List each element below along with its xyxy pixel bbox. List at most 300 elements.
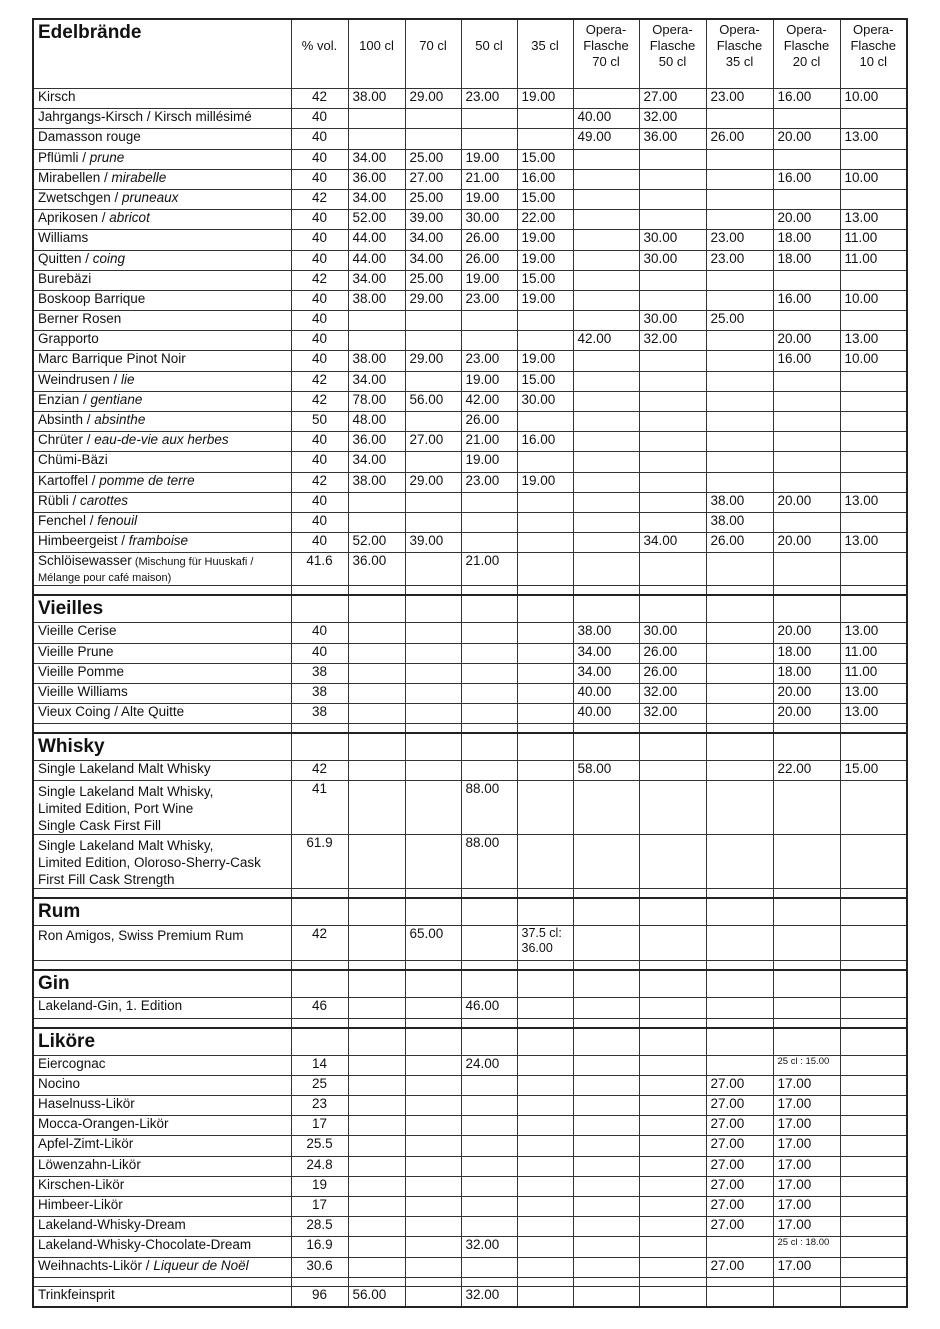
spacer-cell [405,889,461,899]
spacer-cell [573,586,639,596]
product-name-french: framboise [128,533,189,549]
abv-cell: 40 [291,432,348,452]
price-cell [706,472,773,492]
abv-cell: 40 [291,311,348,331]
price-cell [405,1055,461,1075]
price-cell [517,781,573,835]
price-cell [773,452,840,472]
price-cell [706,270,773,290]
price-cell [773,781,840,835]
section-title: Vieilles [33,595,291,623]
price-cell: 40.00 [573,683,639,703]
price-cell: 16.00 [517,432,573,452]
price-cell [348,835,405,889]
price-cell: 13.00 [840,704,907,724]
price-cell [405,553,461,586]
column-header: Opera- Flasche 20 cl [773,19,840,89]
product-name: Chrüter / eau-de-vie aux herbes [33,432,291,452]
price-cell: 19.00 [517,351,573,371]
price-cell: 23.00 [461,472,517,492]
price-cell [573,1217,639,1237]
product-name: Vieille Pomme [33,663,291,683]
price-cell [706,290,773,310]
product-row [33,1257,907,1277]
product-name: Burebäzi [33,270,291,290]
price-cell: 13.00 [840,210,907,230]
abv-cell: 40 [291,351,348,371]
spacer-cell [573,724,639,734]
product-name-french: fenouil [97,512,138,528]
price-cell [405,1286,461,1307]
price-cell: 49.00 [573,129,639,149]
spacer-cell [840,889,907,899]
price-cell [573,998,639,1018]
product-name: Lakeland-Gin, 1. Edition [33,998,291,1018]
empty-cell [840,595,907,623]
product-name: Chümi-Bäzi [33,452,291,472]
price-cell: 18.00 [773,230,840,250]
spacer-cell [517,724,573,734]
price-cell [573,926,639,961]
abv-cell: 42 [291,270,348,290]
price-cell: 32.00 [461,1237,517,1257]
price-cell: 26.00 [706,533,773,553]
price-cell: 42.00 [461,391,517,411]
price-cell [639,149,706,169]
price-cell [405,781,461,835]
product-name: Damasson rouge [33,129,291,149]
price-cell: 56.00 [348,1286,405,1307]
price-cell: 44.00 [348,230,405,250]
abv-cell: 38 [291,683,348,703]
empty-cell [639,595,706,623]
price-cell [639,998,706,1018]
price-cell [706,1286,773,1307]
product-name-french: pomme de terre [99,472,195,488]
column-header: Opera- Flasche 10 cl [840,19,907,89]
abv-cell: 42 [291,472,348,492]
product-name: Absinth / absinthe [33,412,291,432]
price-cell: 36.00 [348,432,405,452]
column-header: Opera- Flasche 50 cl [639,19,706,89]
price-cell: 10.00 [840,290,907,310]
price-cell [840,1136,907,1156]
price-cell [461,492,517,512]
price-cell [639,371,706,391]
spacer-cell [773,1277,840,1286]
price-cell: 17.00 [773,1176,840,1196]
price-cell [461,1257,517,1277]
spacer-cell [773,586,840,596]
price-cell [639,835,706,889]
price-cell: 38.00 [348,351,405,371]
empty-cell [573,733,639,761]
price-cell [573,1055,639,1075]
price-cell: 16.00 [773,351,840,371]
spacer-cell [291,961,348,971]
price-cell [706,926,773,961]
price-cell: 23.00 [706,250,773,270]
price-cell [639,1217,706,1237]
price-cell [773,512,840,532]
column-header: 100 cl [348,19,405,89]
price-cell: 16.00 [517,169,573,189]
price-cell: 27.00 [405,169,461,189]
price-cell [639,391,706,411]
product-row [33,643,907,663]
price-cell [706,210,773,230]
price-cell [639,1196,706,1216]
price-cell [573,492,639,512]
abv-cell: 38 [291,663,348,683]
price-cell [517,1176,573,1196]
price-cell: 32.00 [639,683,706,703]
price-cell [639,1136,706,1156]
price-cell: 21.00 [461,553,517,586]
price-cell [840,1055,907,1075]
product-row [33,311,907,331]
price-cell [405,1096,461,1116]
price-cell [405,1075,461,1095]
column-header: Opera- Flasche 70 cl [573,19,639,89]
product-row [33,998,907,1018]
spacer-cell [33,1277,291,1286]
price-cell: 19.00 [517,89,573,109]
spacer-cell [348,724,405,734]
product-row [33,371,907,391]
abv-cell: 40 [291,512,348,532]
spacer-cell [573,1277,639,1286]
price-cell [461,683,517,703]
spacer-cell [706,1277,773,1286]
product-row [33,412,907,432]
empty-cell [517,733,573,761]
price-cell: 19.00 [517,290,573,310]
price-cell [573,452,639,472]
price-cell [639,1257,706,1277]
price-cell: 18.00 [773,643,840,663]
product-name: Single Lakeland Malt Whisky, Limited Edition, Oloroso-Sherry-Cask First Fill Cask Strength [33,835,291,889]
price-cell [348,781,405,835]
price-cell [517,1075,573,1095]
price-cell [840,371,907,391]
price-cell [405,1156,461,1176]
spacer-cell [639,961,706,971]
spacer-cell [33,586,291,596]
price-cell [639,553,706,586]
spacer-cell [348,1277,405,1286]
price-cell [840,1257,907,1277]
spacer-cell [639,586,706,596]
price-cell [773,553,840,586]
price-cell [517,998,573,1018]
section-title: Liköre [33,1028,291,1056]
product-name-french: lie [121,371,135,387]
price-cell: 88.00 [461,781,517,835]
price-cell: 20.00 [773,129,840,149]
price-cell [639,1156,706,1176]
product-row [33,1237,907,1257]
price-cell: 27.00 [706,1096,773,1116]
product-row [33,1196,907,1216]
price-cell: 13.00 [840,533,907,553]
price-cell: 17.00 [773,1116,840,1136]
spacer-cell [517,1277,573,1286]
product-name: Nocino [33,1075,291,1095]
spacer-cell [840,961,907,971]
empty-cell [773,1028,840,1056]
price-cell: 27.00 [706,1075,773,1095]
product-name: Berner Rosen [33,311,291,331]
price-cell [639,452,706,472]
abv-cell: 19 [291,1176,348,1196]
product-name: Vieille Cerise [33,623,291,643]
price-cell [348,998,405,1018]
product-name: Pflümli / prune [33,149,291,169]
price-cell [706,391,773,411]
price-cell [348,1116,405,1136]
price-cell: 13.00 [840,492,907,512]
spacer-cell [773,1018,840,1028]
price-cell [461,1116,517,1136]
price-cell [405,412,461,432]
spacer-row [33,724,907,734]
price-cell [517,683,573,703]
spacer-cell [639,889,706,899]
price-cell: 34.00 [405,250,461,270]
price-cell [405,129,461,149]
price-cell: 32.00 [639,331,706,351]
price-cell [348,129,405,149]
price-cell [517,835,573,889]
price-cell [461,704,517,724]
price-cell [573,1136,639,1156]
price-cell [840,926,907,961]
abv-cell: 17 [291,1196,348,1216]
price-cell [706,663,773,683]
abv-cell: 61.9 [291,835,348,889]
price-cell [461,1075,517,1095]
spacer-cell [573,889,639,899]
spacer-cell [461,586,517,596]
empty-cell [405,970,461,998]
column-header: Opera- Flasche 35 cl [706,19,773,89]
empty-cell [706,970,773,998]
price-cell [573,351,639,371]
price-cell: 39.00 [405,210,461,230]
price-cell [840,1237,907,1257]
spacer-cell [840,1018,907,1028]
product-name: Apfel-Zimt-Likör [33,1136,291,1156]
section-title-edelbraende: Edelbrände [33,19,291,89]
price-cell [706,683,773,703]
abv-cell: 42 [291,371,348,391]
spacer-cell [461,889,517,899]
abv-cell: 40 [291,290,348,310]
price-cell [773,109,840,129]
price-cell: 32.00 [461,1286,517,1307]
abv-cell: 40 [291,623,348,643]
price-cell: 19.00 [461,371,517,391]
price-cell [573,290,639,310]
price-cell [706,998,773,1018]
price-cell: 17.00 [773,1196,840,1216]
price-cell [517,1257,573,1277]
price-cell [773,371,840,391]
price-cell [348,1257,405,1277]
price-cell: 36.00 [348,553,405,586]
spacer-cell [348,586,405,596]
product-row [33,129,907,149]
price-cell: 32.00 [639,109,706,129]
price-cell: 38.00 [348,290,405,310]
empty-cell [291,1028,348,1056]
abv-cell: 42 [291,89,348,109]
price-cell: 38.00 [573,623,639,643]
price-cell: 15.00 [517,149,573,169]
price-cell: 56.00 [405,391,461,411]
price-cell [840,998,907,1018]
price-cell [573,391,639,411]
price-cell: 11.00 [840,250,907,270]
abv-cell: 42 [291,926,348,961]
product-name-french: pruneaux [122,189,179,205]
price-cell: 23.00 [706,230,773,250]
product-name: Marc Barrique Pinot Noir [33,351,291,371]
price-cell [573,533,639,553]
price-cell: 15.00 [517,189,573,209]
product-row [33,492,907,512]
price-cell: 17.00 [773,1136,840,1156]
price-cell: 42.00 [573,331,639,351]
price-cell [573,250,639,270]
product-row [33,1217,907,1237]
price-cell [639,1075,706,1095]
abv-cell: 25 [291,1075,348,1095]
price-cell: 16.00 [773,89,840,109]
price-cell [639,1237,706,1257]
product-row [33,1136,907,1156]
empty-cell [291,970,348,998]
price-cell: 48.00 [348,412,405,432]
price-cell [639,189,706,209]
price-cell [461,1096,517,1116]
product-row [33,1055,907,1075]
product-note: Mélange pour café maison) [38,572,172,585]
price-cell [840,1286,907,1307]
price-cell [706,371,773,391]
price-cell [348,331,405,351]
price-cell [517,623,573,643]
empty-cell [706,1028,773,1056]
empty-cell [639,1028,706,1056]
price-cell [639,432,706,452]
price-cell: 27.00 [706,1176,773,1196]
product-name-french: prune [89,149,125,165]
empty-cell [291,595,348,623]
abv-cell: 40 [291,643,348,663]
spacer-cell [517,961,573,971]
abv-cell: 23 [291,1096,348,1116]
price-cell [773,835,840,889]
price-cell [639,1116,706,1136]
empty-cell [706,898,773,926]
column-header: % vol. [291,19,348,89]
product-name: Trinkfeinsprit [33,1286,291,1307]
price-cell [773,412,840,432]
price-cell [840,189,907,209]
price-cell [348,512,405,532]
price-cell: 78.00 [348,391,405,411]
product-row [33,926,907,961]
product-row [33,1286,907,1307]
empty-cell [840,970,907,998]
price-cell: 25.00 [405,189,461,209]
price-cell [517,533,573,553]
price-cell [773,149,840,169]
abv-cell: 40 [291,210,348,230]
price-cell: 29.00 [405,351,461,371]
product-row [33,1176,907,1196]
price-cell: 38.00 [348,89,405,109]
price-cell: 20.00 [773,704,840,724]
product-name-french: coing [92,250,126,266]
product-row [33,351,907,371]
product-row [33,1116,907,1136]
price-cell [639,169,706,189]
spacer-cell [773,724,840,734]
price-cell [573,472,639,492]
price-cell [517,761,573,781]
price-cell [405,623,461,643]
price-cell: 15.00 [517,270,573,290]
price-cell [840,109,907,129]
price-cell [840,1196,907,1216]
price-cell [840,1096,907,1116]
price-cell [405,835,461,889]
product-name: Aprikosen / abricot [33,210,291,230]
price-cell: 30.00 [639,311,706,331]
price-cell [573,1257,639,1277]
price-cell: 19.00 [461,452,517,472]
price-cell: 37.5 cl: 36.00 [517,926,573,961]
price-cell [461,1176,517,1196]
empty-cell [517,898,573,926]
price-cell: 34.00 [348,149,405,169]
section-title: Gin [33,970,291,998]
product-name: Single Lakeland Malt Whisky, Limited Edition, Port Wine Single Cask First Fill [33,781,291,835]
price-cell [348,1096,405,1116]
empty-cell [517,970,573,998]
spacer-row [33,586,907,596]
price-cell: 36.00 [639,129,706,149]
product-row [33,169,907,189]
abv-cell: 41 [291,781,348,835]
spacer-cell [33,724,291,734]
empty-cell [840,898,907,926]
price-cell: 65.00 [405,926,461,961]
price-cell: 23.00 [461,351,517,371]
price-cell [517,643,573,663]
price-cell: 19.00 [517,250,573,270]
price-cell: 19.00 [461,270,517,290]
price-cell: 23.00 [461,290,517,310]
product-name: Vieille Williams [33,683,291,703]
price-cell [517,1055,573,1075]
empty-cell [773,595,840,623]
price-cell [573,781,639,835]
price-cell [840,1176,907,1196]
